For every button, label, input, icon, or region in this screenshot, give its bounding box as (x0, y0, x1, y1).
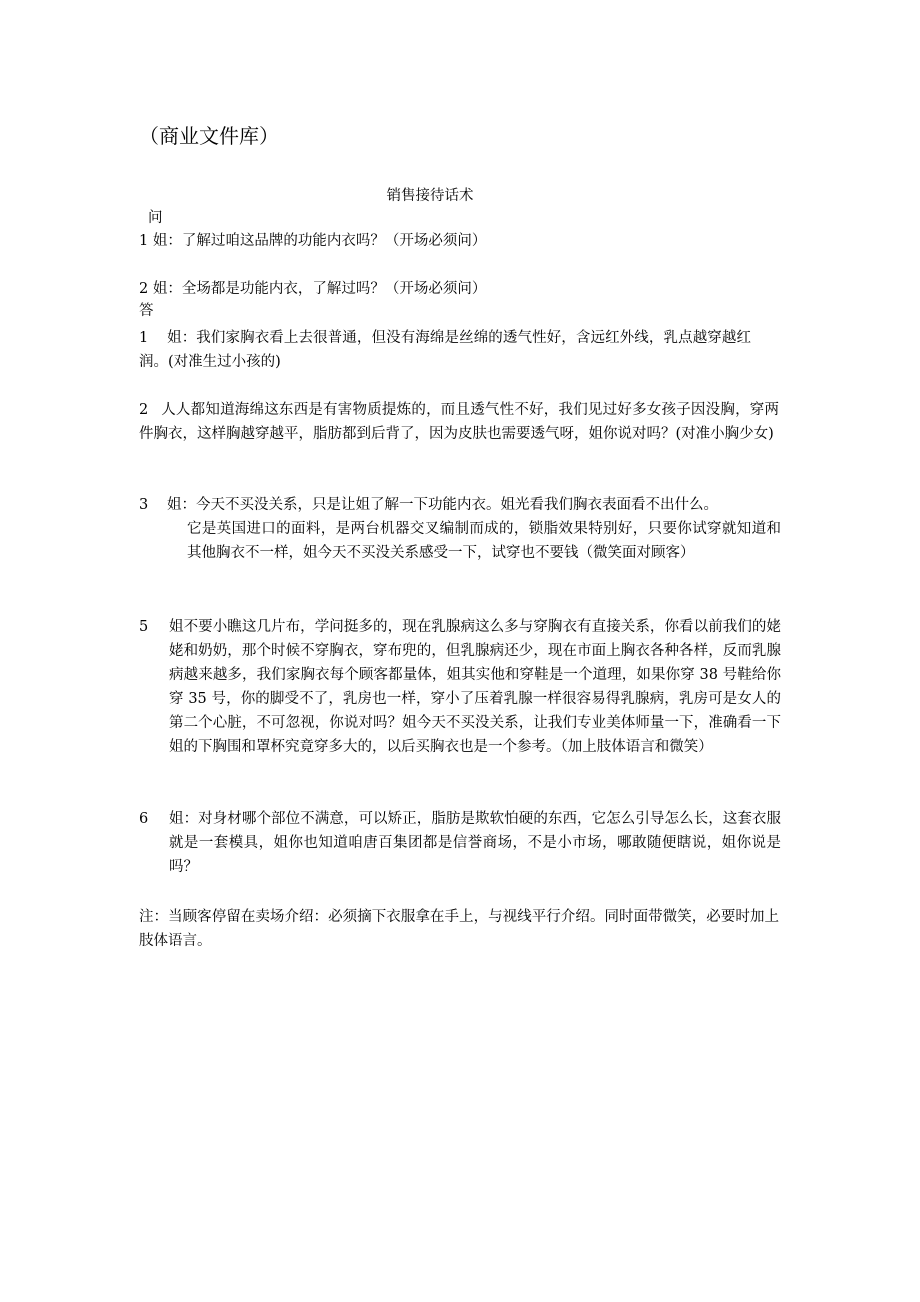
answer-3-number: 3 (139, 497, 149, 513)
document-title: 销售接待话术 (386, 188, 474, 204)
question-1: 1 姐：了解过咱这品牌的功能内衣吗？（开场必须问） (139, 233, 487, 249)
answer-1-text: 姐：我们家胸衣看上去很普通，但没有海绵是丝绵的透气性好，含远红外线，乳点越穿越红润。(对准生过小孩的) (139, 330, 751, 370)
answer-6-number: 6 (139, 811, 149, 827)
answer-2-text: 人人都知道海绵这东西是有害物质提炼的，而且透气性不好，我们见过好多女孩子因没胸，穿两件胸衣，这样胸越穿越平，脂肪都到后背了，因为皮肤也需要透气呀，姐你说对吗？(对准小胸少女) (139, 402, 779, 442)
library-header: （商业文件库） (139, 124, 279, 148)
answer-5-number: 5 (139, 619, 149, 635)
answer-5 (139, 615, 781, 785)
answer-1-number: 1 (139, 330, 149, 346)
answer-6-text: 姐：对身材哪个部位不满意，可以矫正，脂肪是欺软怕硬的东西，它怎么引导怎么长，这套衣服就是一套模具，姐你也知道咱唐百集团都是信誉商场，不是小市场，哪敢随便瞎说，姐你说是吗？ (169, 811, 781, 875)
answer-label: 答 (139, 303, 154, 319)
note: 注：当顾客停留在卖场介绍：必须摘下衣服拿在手上，与视线平行介绍。同时面带微笑，必要时加上肢体语言。 (139, 909, 779, 949)
answer-6 (139, 807, 781, 882)
answer-2 (139, 398, 779, 446)
question-2: 2 姐：全场都是功能内衣，了解过吗？（开场必须问） (139, 281, 487, 297)
answer-3-body (167, 493, 781, 565)
answer-3 (139, 493, 781, 593)
answer-5-text: 姐不要小瞧这几片布，学问挺多的，现在乳腺病这么多与穿胸衣有直接关系，你看以前我们的姥姥和奶奶，那个时候不穿胸衣，穿布兜的，但乳腺病还少，现在市面上胸衣各种各样，反而乳腺病越来越多，我们家胸衣每个顾客都量体，姐其实他和穿鞋是一个道理，如果你穿 38 号鞋给你穿 35 号，你的脚受不了，乳房也一样，穿小了压着乳腺一样很容易得乳腺病，乳房可是女人的第二个心脏，不可忽视，你说对吗？姐今天不买没关系，让我们专业美体师量一下，准确看一下姐的下胸围和罩杯究竟穿多大的，以后买胸衣也是一个参考。（加上肢体语言和微笑） (169, 619, 781, 755)
ask-label: 问 (148, 210, 163, 226)
answer-1 (139, 326, 751, 374)
answer-3-lead: 姐：今天不买没关系，只是让姐了解一下功能内衣。姐光看我们胸衣表面看不出什么。 (167, 497, 718, 513)
answer-2-number: 2 (139, 402, 149, 418)
answer-3-rest: 它是英国进口的面料，是两台机器交叉编制而成的，锁脂效果特别好，只要你试穿就知道和其他胸衣不一样，姐今天不买没关系感受一下，试穿也不要钱（微笑面对顾客） (187, 521, 781, 561)
